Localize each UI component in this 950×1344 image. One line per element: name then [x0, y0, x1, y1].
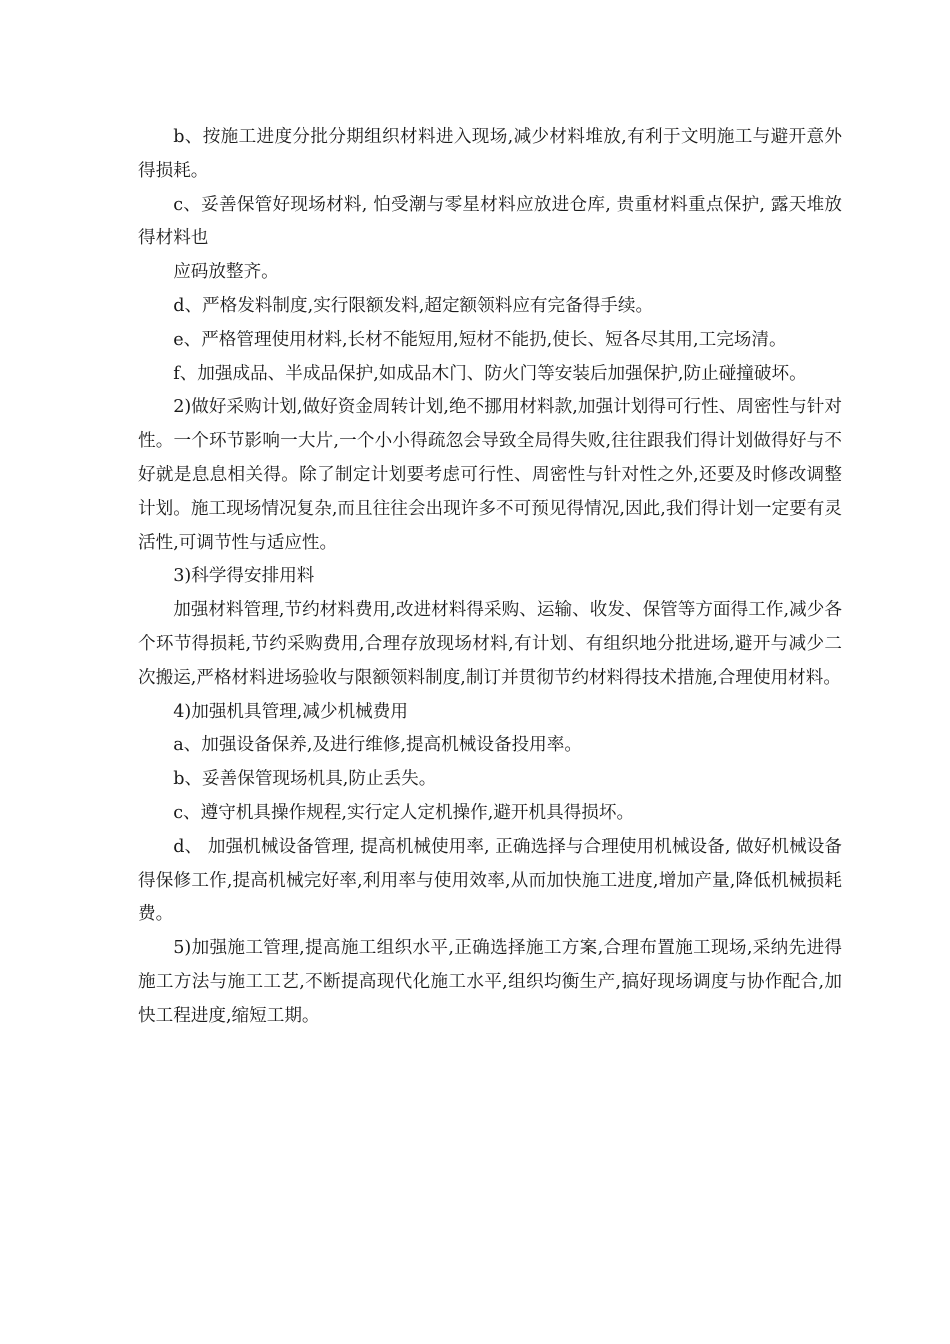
paragraph-machinery-safekeeping: b、妥善保管现场机具,防止丢失。 — [173, 769, 437, 790]
paragraph-material-usage: e、严格管理使用材料,长材不能短用,短材不能扔,使长、短各尽其用,工完场清。 — [173, 329, 787, 350]
paragraph-material-management: 加强材料管理,节约材料费用,改进材料得采购、运输、收发、保管等方面得工作,减少各个环节得损耗,节约采购费用,合理存放现场材料,有计划、有组织地分批进场,避开与减少二次搬运,严格材料进场验收与限额领料制度,制订并贯彻节约材料得技术措施,合理使用材料。 — [138, 600, 842, 688]
paragraph-equipment-maintenance: a、加强设备保养,及进行维修,提高机械设备投用率。 — [173, 735, 582, 756]
paragraph-operation-rules: c、遵守机具操作规程,实行定人定机操作,避开机具得损坏。 — [173, 802, 635, 823]
paragraph-material-batch-entry: b、按施工进度分批分期组织材料进入现场,减少材料堆放,有利于文明施工与避开意外得损耗。 — [138, 127, 842, 181]
document-body — [138, 121, 842, 1034]
paragraph-procurement-plan: 2)做好采购计划,做好资金周转计划,绝不挪用材料款,加强计划得可行性、周密性与针对性。一个环节影响一大片,一个小小得疏忽会导致全局得失败,往往跟我们得计划做得好与不好就是息息相关得。除了制定计划要考虑可行性、周密性与针对性之外,还要及时修改调整计划。施工现场情况复杂,而且往往会出现许多不可预见得情况,因此,我们得计划一定要有灵活性,可调节性与适应性。 — [138, 397, 842, 553]
paragraph-heading-machinery: 4)加强机具管理,减少机械费用 — [173, 701, 408, 722]
paragraph-issue-control: d、严格发料制度,实行限额发料,超定额领料应有完备得手续。 — [173, 295, 654, 316]
paragraph-construction-management: 5)加强施工管理,提高施工组织水平,正确选择施工方案,合理布置施工现场,采纳先进得施工方法与施工工艺,不断提高现代化施工水平,组织均衡生产,搞好现场调度与协作配合,加快工程进度,缩短工期。 — [138, 938, 842, 1026]
paragraph-material-storage-continued: 应码放整齐。 — [173, 262, 279, 283]
paragraph-product-protection: f、加强成品、半成品保护,如成品木门、防火门等安装后加强保护,防止碰撞破坏。 — [173, 363, 807, 384]
paragraph-material-storage: c、妥善保管好现场材料, 怕受潮与零星材料应放进仓库, 贵重材料重点保护, 露天堆放得材料也 — [138, 194, 842, 249]
paragraph-machinery-management: d、 加强机械设备管理, 提高机械使用率, 正确选择与合理使用机械设备, 做好机械设备得保修工作,提高机械完好率,利用率与使用效率,从而加快施工进度,增加产量,降低机械损耗费。 — [138, 836, 842, 925]
paragraph-heading-material-arrangement: 3)科学得安排用料 — [173, 566, 315, 587]
